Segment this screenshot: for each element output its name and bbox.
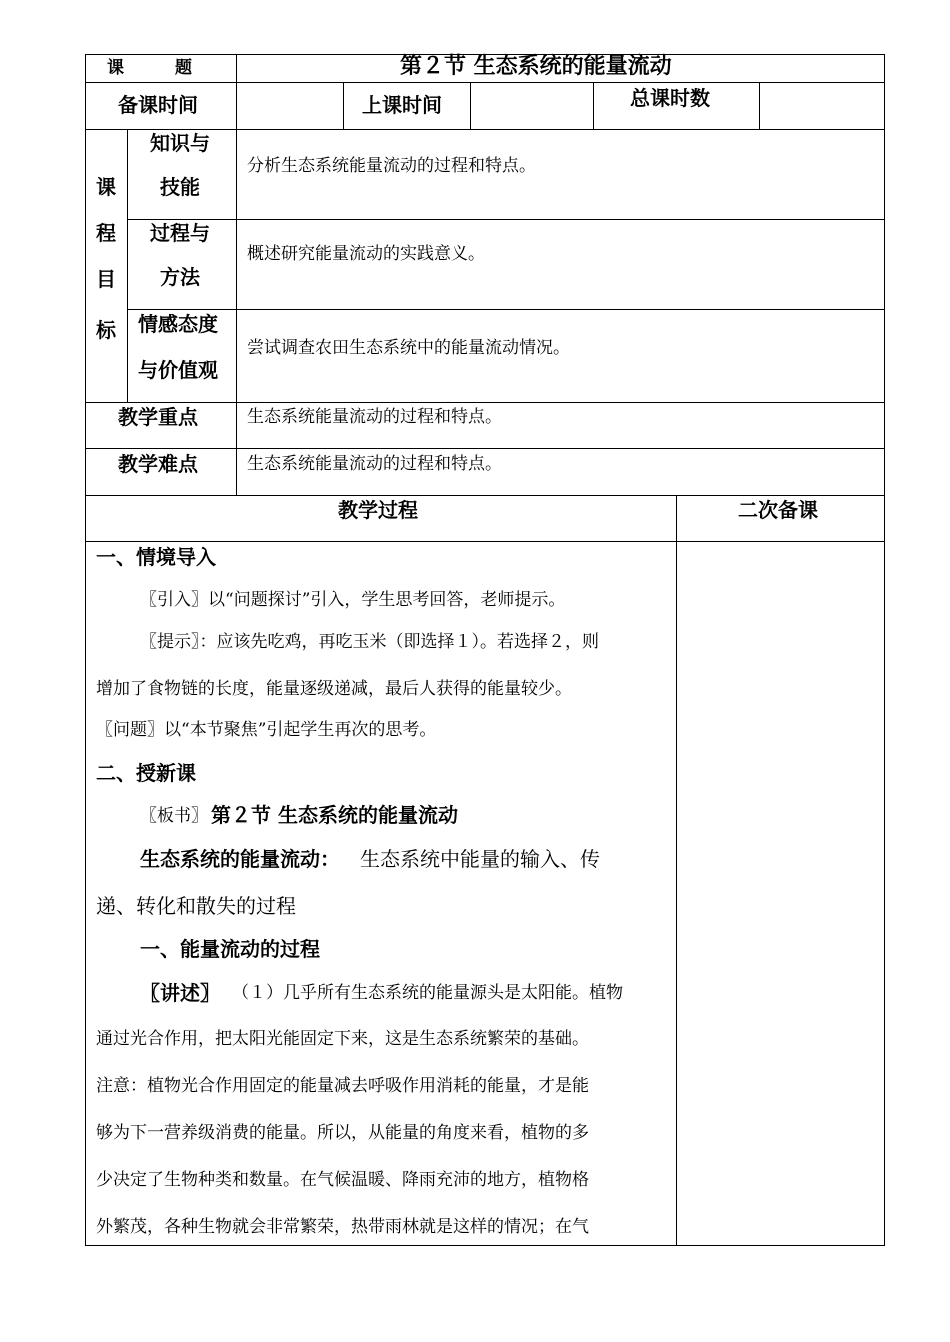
lecture-line: 注意：植物光合作用固定的能量减去呼吸作用消耗的能量，才是能 [96,1076,589,1096]
hint-line: 〖提示〗：应该先吃鸡，再吃玉米（即选择１）。若选择２，则 [140,632,599,652]
objective-label: 情感态度 [138,312,218,336]
question-line: 〖问题〗以“本节聚焦”引起学生再次的思考。 [96,720,437,740]
table-rule [676,495,677,1246]
objective-content: 分析生态系统能量流动的过程和特点。 [247,156,536,176]
key-point-label: 教学重点 [118,405,198,429]
definition-term: 生态系统的能量流动： [140,847,340,871]
intro-line: 〖引入〗以“问题探讨”引入，学生思考回答，老师提示。 [140,590,566,610]
objective-content: 尝试调查农田生态系统中的能量流动情况。 [247,338,570,358]
lesson-label: 课 题 [107,58,192,78]
table-rule [343,82,344,130]
class-time-label: 上课时间 [362,93,442,117]
second-prep-header: 二次备课 [738,498,818,522]
objective-label: 技能 [160,175,200,199]
objective-label: 与价值观 [138,358,218,382]
lecture-line: （１）几乎所有生态系统的能量源头是太阳能。植物 [232,983,623,1003]
definition-text: 生态系统中能量的输入、传 [360,847,600,871]
table-rule [593,82,594,130]
section-title: 一、情境导入 [96,545,216,569]
objective-label: 过程与 [150,221,210,245]
objectives-side-char: 课 [96,175,116,199]
key-point-content: 生态系统能量流动的过程和特点。 [247,407,502,427]
table-border-left [85,54,86,1246]
difficulty-label: 教学难点 [118,452,198,476]
definition-text: 递、转化和散失的过程 [96,894,296,918]
hint-line: 增加了食物链的长度，能量逐级递减，最后人获得的能量较少。 [96,679,572,699]
lecture-line: 通过光合作用，把太阳光能固定下来，这是生态系统繁荣的基础。 [96,1029,589,1049]
table-border-right [884,54,885,1246]
objectives-side-char: 标 [96,318,116,342]
objectives-side-char: 目 [96,267,116,291]
table-rule [85,129,885,130]
lecture-line: 少决定了生物种类和数量。在气候温暖、降雨充沛的地方，植物格 [96,1170,589,1190]
lecture-line: 够为下一营养级消费的能量。所以，从能量的角度来看，植物的多 [96,1123,589,1143]
table-rule [127,129,128,403]
total-hours-label: 总课时数 [630,86,710,110]
table-rule [236,54,237,496]
lesson-title: 第２节 生态系统的能量流动 [400,54,672,79]
table-rule [127,309,885,310]
objectives-side-char: 程 [96,221,116,245]
table-rule [470,82,471,130]
section-title: 二、授新课 [96,761,196,785]
table-rule [85,402,885,403]
table-rule [127,219,885,220]
prep-time-label: 备课时间 [118,93,198,117]
lecture-line: 外繁茂，各种生物就会非常繁荣，热带雨林就是这样的情况；在气 [96,1217,589,1237]
table-rule [85,495,885,496]
table-rule [85,541,885,542]
table-rule [759,82,760,130]
table-rule [85,82,885,83]
lecture-prefix: 〖讲述〗 [140,981,220,1005]
board-title: 第２节 生态系统的能量流动 [211,803,458,827]
process-header: 教学过程 [338,498,418,522]
board-prefix: 〖板书〗 [140,806,208,826]
objective-content: 概述研究能量流动的实践意义。 [247,244,485,264]
difficulty-content: 生态系统能量流动的过程和特点。 [247,454,502,474]
objective-label: 方法 [160,265,200,289]
subsection-title: 一、能量流动的过程 [140,937,320,961]
table-rule [85,448,885,449]
objective-label: 知识与 [150,131,210,155]
table-rule [85,1245,885,1246]
